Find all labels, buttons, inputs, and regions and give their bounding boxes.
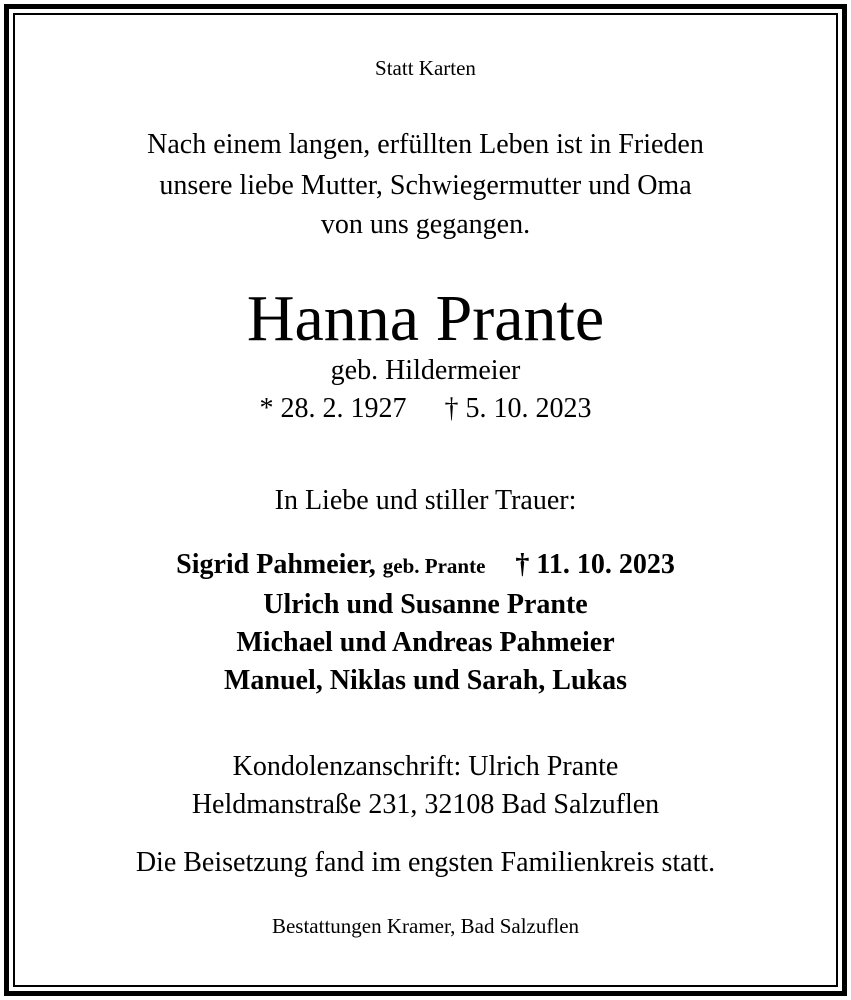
- mourning-phrase: In Liebe und stiller Trauer:: [274, 485, 577, 516]
- mourner-first-died: † 11. 10. 2023: [515, 549, 675, 580]
- intro-line-3: von uns gegangen.: [320, 209, 531, 240]
- mourner-first-maiden: geb. Prante: [382, 554, 486, 578]
- mourner-first-name: Sigrid Pahmeier,: [176, 549, 376, 580]
- intro-line-1: Nach einem langen, erfüllten Leben ist in Frieden: [147, 129, 704, 160]
- life-dates: [0, 395, 851, 423]
- statt-karten: Statt Karten: [375, 56, 476, 80]
- burial-note: Die Beisetzung fand im engsten Familienkreis statt.: [135, 847, 716, 878]
- condolence-line-1: Kondolenzanschrift: Ulrich Prante: [232, 751, 619, 782]
- undertaker: Bestattungen Kramer, Bad Salzuflen: [271, 914, 580, 938]
- deceased-name: Hanna Prante: [246, 282, 605, 355]
- birth-date: * 28. 2. 1927: [259, 393, 407, 424]
- death-date: † 5. 10. 2023: [444, 393, 592, 424]
- mourner-line-2: Ulrich und Susanne Prante: [263, 589, 588, 620]
- mourner-line-1: [0, 551, 851, 579]
- intro-line-2: unsere liebe Mutter, Schwiegermutter und Oma: [159, 170, 692, 201]
- mourner-line-3: Michael und Andreas Pahmeier: [236, 627, 615, 658]
- condolence-line-2: Heldmanstraße 231, 32108 Bad Salzuflen: [191, 789, 660, 820]
- maiden-name: geb. Hildermeier: [330, 355, 521, 386]
- mourner-line-4: Manuel, Niklas und Sarah, Lukas: [223, 665, 628, 696]
